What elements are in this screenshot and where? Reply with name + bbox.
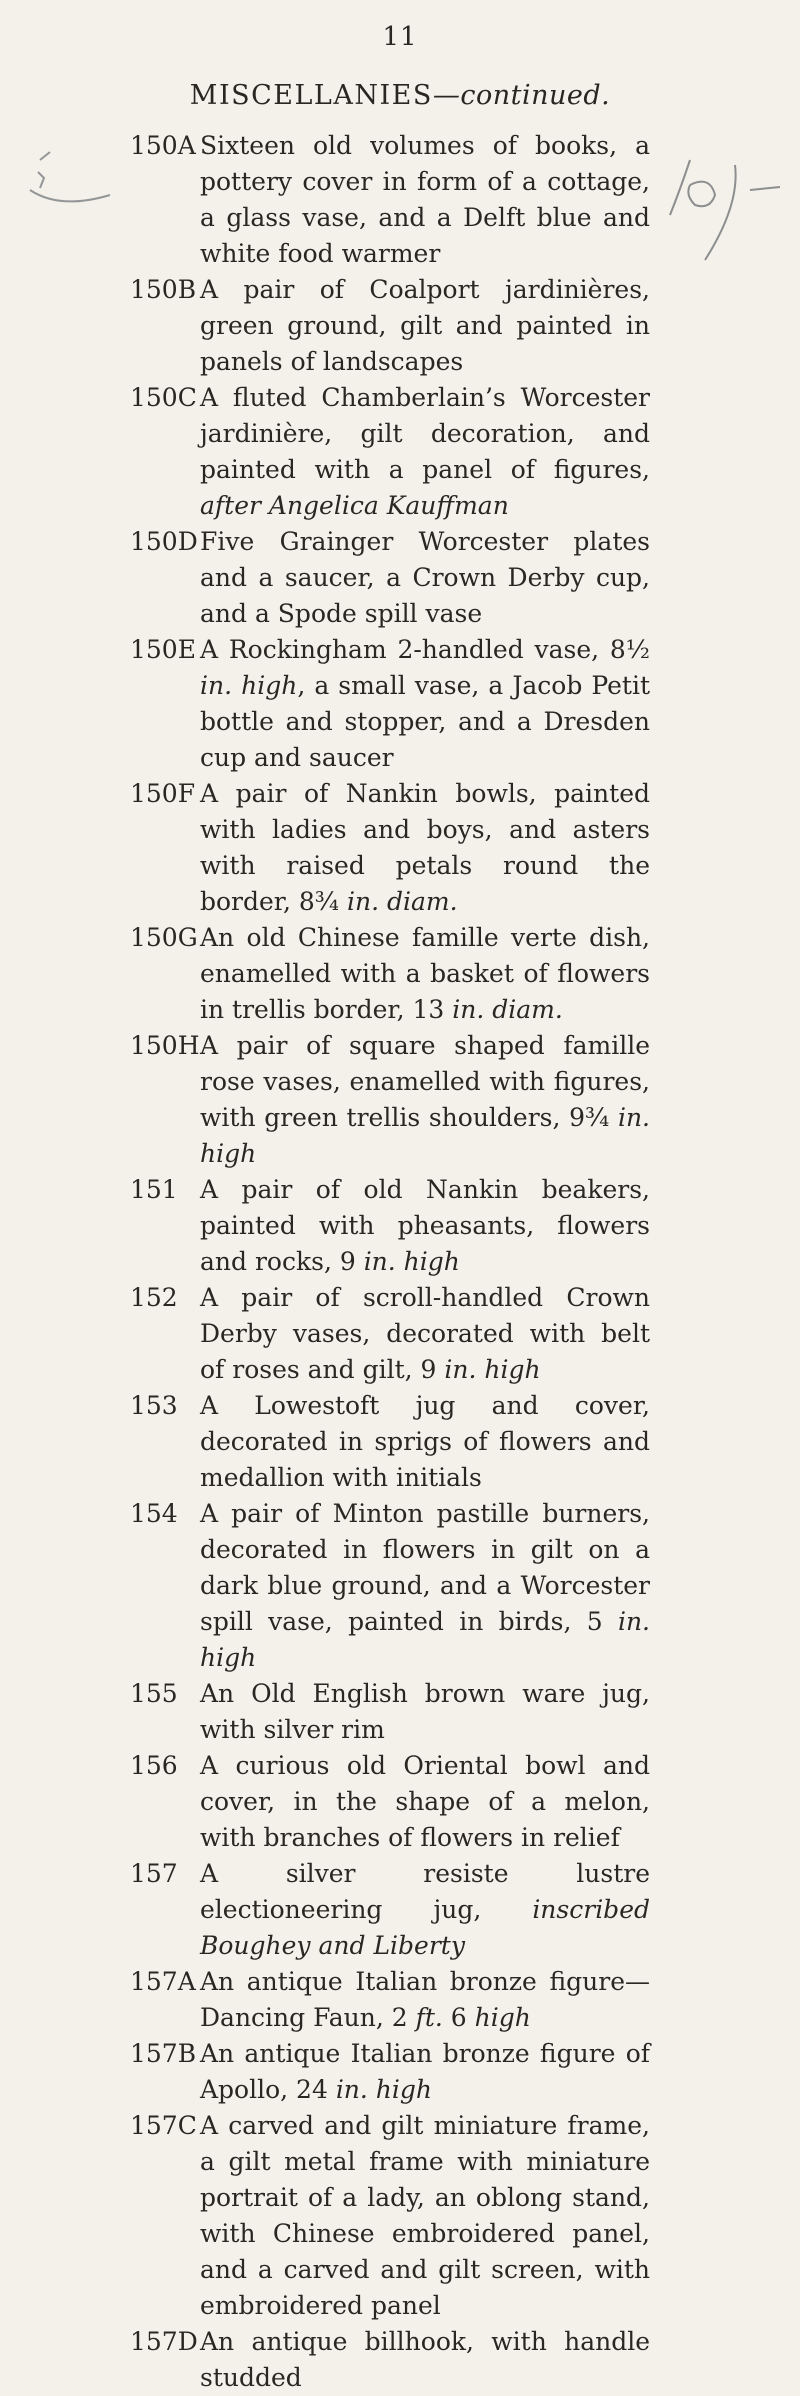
lot-number: 150F — [130, 779, 196, 808]
lot-entry — [130, 1028, 650, 1172]
lot-number: 150E — [130, 635, 196, 664]
page-number: 11 — [382, 22, 418, 52]
lot-entry — [130, 128, 650, 272]
lot-number: 150D — [130, 527, 198, 556]
lot-entry — [130, 1496, 650, 1676]
lot-text: An antique billhook, with handle studded — [200, 2327, 650, 2392]
lot-text: A fluted Chamberlain’s Worcester jardinière, gilt decoration, and painted with a panel of figures, — [200, 383, 650, 484]
lot-entry — [130, 272, 650, 380]
lot-description — [200, 632, 650, 776]
lot-entry — [130, 1280, 650, 1388]
lot-description — [200, 1856, 650, 1964]
lot-entry — [130, 524, 650, 632]
lot-text: A Lowestoft jug and cover, decorated in sprigs of flowers and medallion with initials — [200, 1391, 650, 1492]
lot-text: A pair of Minton pastille burners, decorated in flowers in gilt on a dark blue ground, and a Worcester spill vase, painted in birds, 5 — [200, 1499, 650, 1636]
lot-entry — [130, 1172, 650, 1280]
lot-description — [200, 380, 650, 524]
lot-description — [200, 2036, 650, 2108]
lot-text: A pair of old Nankin beakers, painted with pheasants, flowers and rocks, 9 — [200, 1175, 650, 1276]
right-margin-mark — [670, 160, 780, 260]
lot-entry — [130, 632, 650, 776]
lot-entry — [130, 776, 650, 920]
lot-text: An old Chinese famille verte dish, enamelled with a basket of flowers in trellis border, 13 — [200, 923, 650, 1024]
lot-entry — [130, 380, 650, 524]
lot-text: A pair of scroll-handled Crown Derby vases, decorated with belt of roses and gilt, 9 — [200, 1283, 650, 1384]
lot-italic: in. high — [200, 1607, 650, 1672]
lot-number: 150H — [130, 1031, 200, 1060]
lot-number: 153 — [130, 1391, 178, 1420]
lot-number: 150A — [130, 131, 196, 160]
lot-entry — [130, 1388, 650, 1496]
lot-text: A Rockingham 2-handled vase, 8½ — [200, 635, 650, 664]
lot-number: 152 — [130, 1283, 178, 1312]
lot-description — [200, 1676, 650, 1748]
lot-text: A pair of Coalport jardinières, green ground, gilt and painted in panels of landscapes — [200, 275, 650, 376]
lot-text: Five Grainger Worcester plates and a saucer, a Crown Derby cup, and a Spode spill vase — [200, 527, 650, 628]
lot-text: An antique Italian bronze figure—Dancing Faun, 2 — [200, 1967, 650, 2032]
lot-number: 156 — [130, 1751, 178, 1780]
lot-italic: in. diam. — [452, 995, 563, 1024]
lot-number: 157C — [130, 2111, 197, 2140]
lot-description — [200, 1280, 650, 1388]
lot-text-tail: , a small vase, a Jacob Petit bottle and stopper, and a Dresden cup and saucer — [200, 671, 650, 772]
section-heading — [0, 80, 800, 111]
lot-text: A pair of square shaped famille rose vases, enamelled with figures, with green trellis shoulders, 9¾ — [200, 1031, 650, 1132]
lot-text-tail: 6 — [442, 2003, 475, 2032]
lot-list — [130, 128, 650, 2396]
lot-italic: high — [474, 2003, 531, 2032]
lot-description — [200, 2324, 650, 2396]
lot-number: 157 — [130, 1859, 178, 1888]
lot-italic: in. high — [363, 1247, 460, 1276]
lot-entry — [130, 1676, 650, 1748]
lot-text: An antique Italian bronze figure of Apollo, 24 — [200, 2039, 650, 2104]
lot-entry — [130, 2108, 650, 2324]
lot-text: Sixteen old volumes of books, a pottery cover in form of a cottage, a glass vase, and a Delft blue and white food warmer — [200, 131, 650, 268]
lot-description — [200, 1388, 650, 1496]
lot-description — [200, 776, 650, 920]
lot-description — [200, 128, 650, 272]
lot-number: 157B — [130, 2039, 197, 2068]
lot-entry — [130, 1856, 650, 1964]
lot-italic: in. high — [200, 1103, 650, 1168]
lot-text: A carved and gilt miniature frame, a gilt metal frame with miniature portrait of a lady, an oblong stand, with Chinese embroidered panel, and a carved and gilt screen, with embroidered panel — [200, 2111, 650, 2320]
lot-entry — [130, 1748, 650, 1856]
lot-italic: in. high — [200, 671, 298, 700]
lot-number: 157A — [130, 1967, 196, 1996]
lot-italic: in. diam. — [347, 887, 458, 916]
lot-entry — [130, 1964, 650, 2036]
lot-number: 150B — [130, 275, 197, 304]
lot-text: An Old English brown ware jug, with silver rim — [200, 1679, 650, 1744]
lot-italic: inscribed Boughey and Liberty — [200, 1895, 650, 1960]
lot-description — [200, 1496, 650, 1676]
lot-text: A silver resiste lustre electioneering jug, — [200, 1859, 650, 1924]
lot-number: 150G — [130, 923, 198, 952]
lot-description — [200, 1748, 650, 1856]
lot-entry — [130, 2324, 650, 2396]
lot-description — [200, 272, 650, 380]
lot-entry — [130, 920, 650, 1028]
lot-italic: in. high — [444, 1355, 541, 1384]
lot-text: A pair of Nankin bowls, painted with ladies and boys, and asters with raised petals round the border, 8¾ — [200, 779, 650, 916]
heading-main: MISCELLANIES — [189, 80, 433, 111]
lot-description — [200, 2108, 650, 2324]
lot-number: 157D — [130, 2327, 198, 2356]
lot-text: A curious old Oriental bowl and cover, in the shape of a melon, with branches of flowers in relief — [200, 1751, 650, 1852]
lot-description — [200, 1028, 650, 1172]
heading-continued: —continued. — [432, 80, 611, 111]
lot-description — [200, 920, 650, 1028]
lot-number: 151 — [130, 1175, 178, 1204]
lot-entry — [130, 2036, 650, 2108]
lot-description — [200, 1172, 650, 1280]
lot-italic: in. high — [335, 2075, 433, 2104]
lot-italic: after Angelica Kauffman — [200, 491, 509, 520]
lot-description — [200, 524, 650, 632]
lot-description — [200, 1964, 650, 2036]
lot-italic: ft. — [415, 2003, 443, 2032]
lot-number: 150C — [130, 383, 197, 412]
lot-number: 154 — [130, 1499, 178, 1528]
lot-number: 155 — [130, 1679, 178, 1708]
left-margin-mark — [30, 152, 110, 201]
